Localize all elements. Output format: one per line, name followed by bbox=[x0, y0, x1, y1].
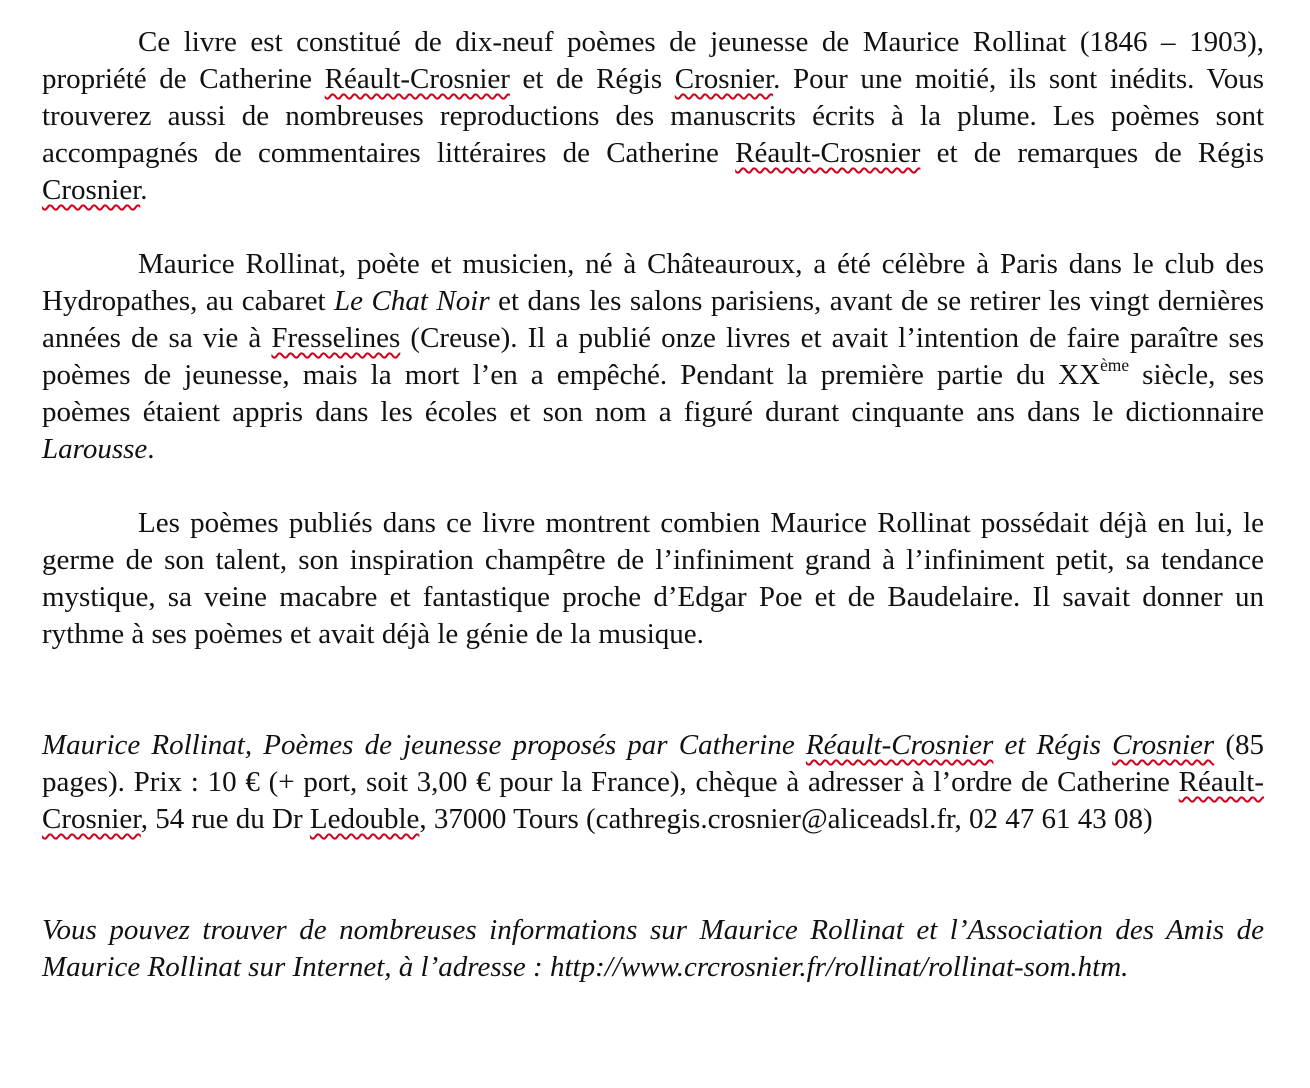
text-run: . Pour une moitié, ils sont inédits. Vous trouverez aussi de nombreuses reproductions des manuscrits écrits à la plume. Les poèmes sont accompagnés de commentaires littéraires de Catherine bbox=[42, 63, 1265, 169]
paragraph-biography bbox=[42, 246, 1264, 468]
text-run: Maurice Rollinat, poète et musicien, né à Châteauroux, a été célèbre à Paris dans le club des Hydropathes, au cabaret bbox=[42, 248, 1264, 317]
document-page bbox=[42, 24, 1264, 986]
misspelled-word: Crosnier bbox=[1112, 729, 1215, 761]
misspelled-word: Crosnier bbox=[674, 63, 774, 95]
text-run: , 37000 Tours (cathregis.crosnier@aliceadsl.fr, 02 47 61 43 08) bbox=[419, 803, 1153, 835]
misspelled-word: Réault-Crosnier bbox=[735, 137, 921, 169]
paragraph-ordering-info bbox=[42, 727, 1264, 838]
text-run: . bbox=[147, 433, 155, 465]
text-run: Vous pouvez trouver de nombreuses informations sur Maurice Rollinat et l’Association des Amis de Maurice Rollinat sur Internet, à l’adresse : http://www.crcrosnier.fr/rollinat/rollinat-som.htm. bbox=[42, 914, 1264, 983]
misspelled-word: Réault-Crosnier bbox=[805, 729, 994, 761]
misspelled-word: Crosnier bbox=[42, 174, 141, 206]
text-run: Les poèmes publiés dans ce livre montrent combien Maurice Rollinat possédait déjà en lui, le germe de son talent, son inspiration champêtre de l’infiniment grand à l’infiniment petit, sa tendance mystique, sa veine macabre et fantastique proche d’Edgar Poe et de Baudelaire. Il savait donner un rythme à ses poèmes et avait déjà le génie de la musique. bbox=[42, 507, 1264, 650]
italic-book-title: et Régis bbox=[993, 729, 1113, 761]
text-run: et de remarques de Régis bbox=[920, 137, 1264, 169]
paragraph-intro bbox=[42, 24, 1264, 209]
text-run: (85 pages). Prix : 10 € (+ port, soit 3,00 € pour la France), chèque à adresser à l’ordre de Catherine bbox=[42, 729, 1264, 798]
text-run: et de Régis bbox=[509, 63, 675, 95]
text-run: siècle, ses poèmes étaient appris dans les écoles et son nom a figuré durant cinquante ans dans le dictionnaire bbox=[42, 359, 1264, 428]
misspelled-word: Réault-Crosnier bbox=[324, 63, 510, 95]
misspelled-word: Réault-Crosnier bbox=[42, 766, 1264, 835]
text-run: et dans les salons parisiens, avant de se retirer les vingt dernières années de sa vie à bbox=[42, 285, 1264, 354]
italic-title: Le Chat Noir bbox=[334, 285, 490, 317]
italic-book-title: Maurice Rollinat, Poèmes de jeunesse proposés par Catherine bbox=[42, 729, 806, 761]
misspelled-word: Fresselines bbox=[271, 322, 401, 354]
paragraph-website-info bbox=[42, 912, 1264, 986]
misspelled-word: Ledouble bbox=[309, 803, 420, 835]
text-run: . bbox=[140, 174, 148, 206]
italic-title: Larousse bbox=[42, 433, 148, 465]
text-run: (Creuse). Il a publié onze livres et avait l’intention de faire paraître ses poèmes de jeunesse, mais la mort l’en a empêché. Pendant la première partie du XX bbox=[42, 322, 1264, 391]
superscript: ème bbox=[1100, 354, 1130, 375]
text-run: , 54 rue du Dr bbox=[140, 803, 310, 835]
paragraph-poems bbox=[42, 505, 1264, 653]
text-run: Ce livre est constitué de dix-neuf poèmes de jeunesse de Maurice Rollinat (1846 – 1903), propriété de Catherine bbox=[42, 26, 1264, 95]
